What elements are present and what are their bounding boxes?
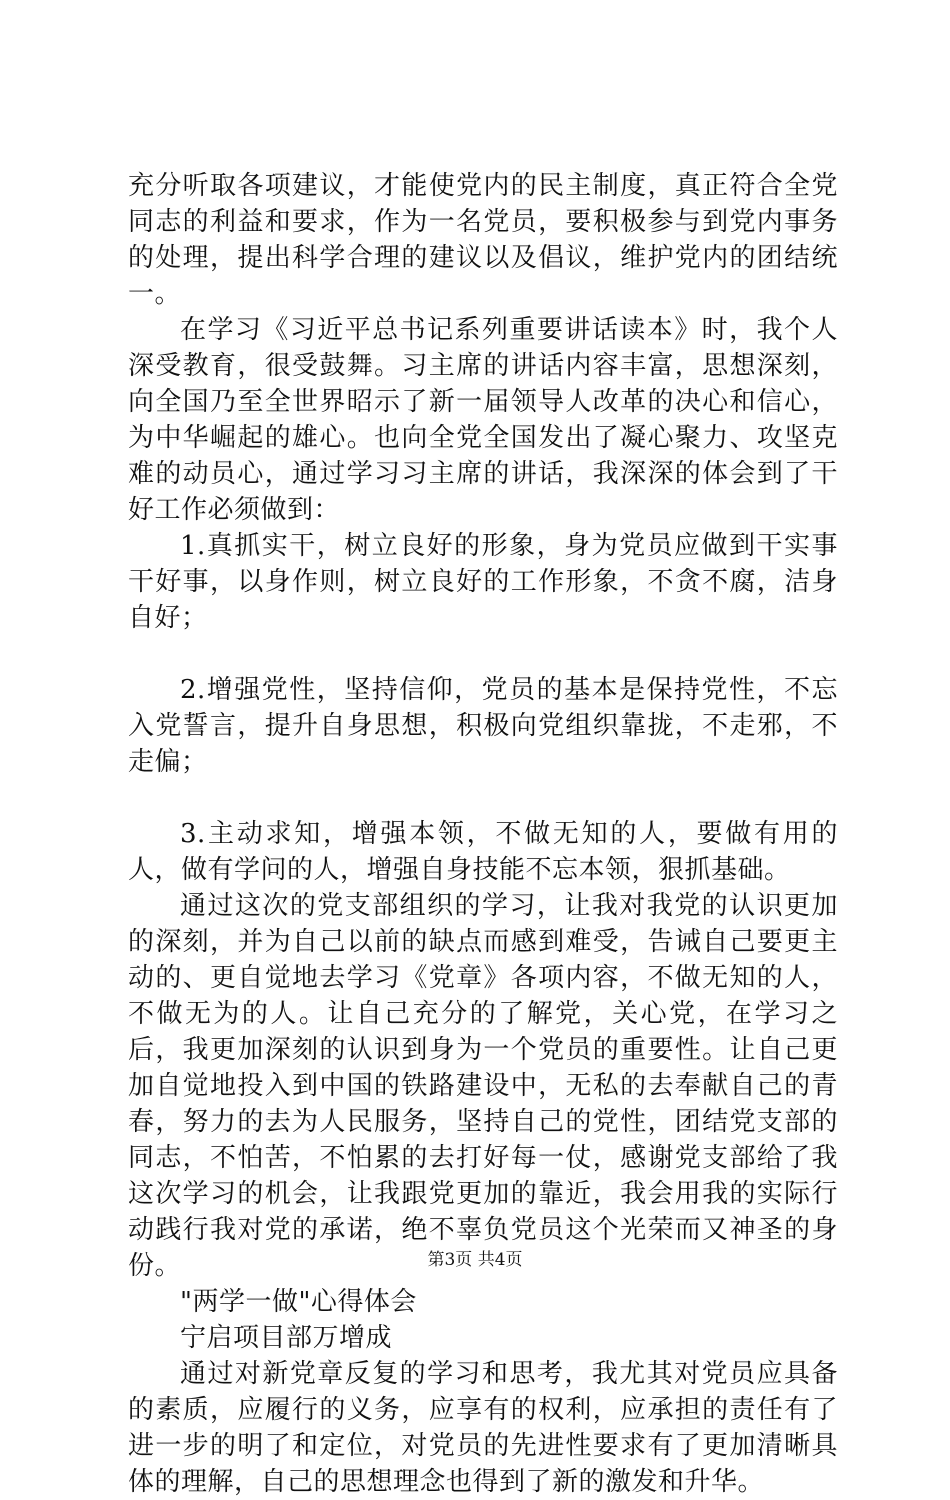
page-number-footer: 第3页 共4页 bbox=[427, 1250, 523, 1270]
paragraph-continuation: 充分听取各项建议，才能使党内的民主制度，真正符合全党同志的利益和要求，作为一名党员，要积极参与到党内事务的处理，提出科学合理的建议以及倡议，维护党内的团结统一。 bbox=[128, 171, 838, 309]
list-item-2: 2.增强党性，坚持信仰，党员的基本是保持党性，不忘入党誓言，提升自身思想，积极向党组织靠拢，不走邪，不走偏； bbox=[128, 675, 838, 777]
list-item-3: 3.主动求知，增强本领，不做无知的人，要做有用的人，做有学问的人，增强自身技能不忘本领，狠抓基础。 bbox=[128, 819, 838, 885]
paragraph-new-charter: 通过对新党章反复的学习和思考，我尤其对党员应具备的素质，应履行的义务，应享有的权利，应承担的责任有了进一步的明了和定位，对党员的先进性要求有了更加清晰具体的理解，自己的思想理念也得到了新的激发和升华。 bbox=[128, 1359, 838, 1497]
section-title: "两学一做"心得体会 bbox=[180, 1287, 417, 1317]
list-item-1: 1.真抓实干，树立良好的形象，身为党员应做到干实事干好事，以身作则，树立良好的工作形象，不贪不腐，洁身自好； bbox=[128, 531, 838, 633]
paragraph-reflection: 通过这次的党支部组织的学习，让我对我党的认识更加的深刻，并为自己以前的缺点而感到难受，告诫自己要更主动的、更自觉地去学习《党章》各项内容，不做无知的人，不做无为的人。让自己充分的了解党，关心党，在学习之后，我更加深刻的认识到身为一个党员的重要性。让自己更加自觉地投入到中国的铁路建设中，无私的去奉献自己的青春，努力的去为人民服务，坚持自己的党性，团结党支部的同志，不怕苦，不怕累的去打好每一仗，感谢党支部给了我这次学习的机会，让我跟党更加的靠近，我会用我的实际行动践行我对党的承诺，绝不辜负党员这个光荣而又神圣的身份。 bbox=[128, 891, 838, 1281]
paragraph-study-speech: 在学习《习近平总书记系列重要讲话读本》时，我个人深受教育，很受鼓舞。习主席的讲话内容丰富，思想深刻，向全国乃至全世界昭示了新一届领导人改革的决心和信心，为中华崛起的雄心。也向全党全国发出了凝心聚力、攻坚克难的动员心，通过学习习主席的讲话，我深深的体会到了干好工作必须做到： bbox=[128, 315, 838, 525]
author-line: 宁启项目部万增成 bbox=[180, 1323, 393, 1353]
document-body bbox=[128, 168, 838, 1500]
